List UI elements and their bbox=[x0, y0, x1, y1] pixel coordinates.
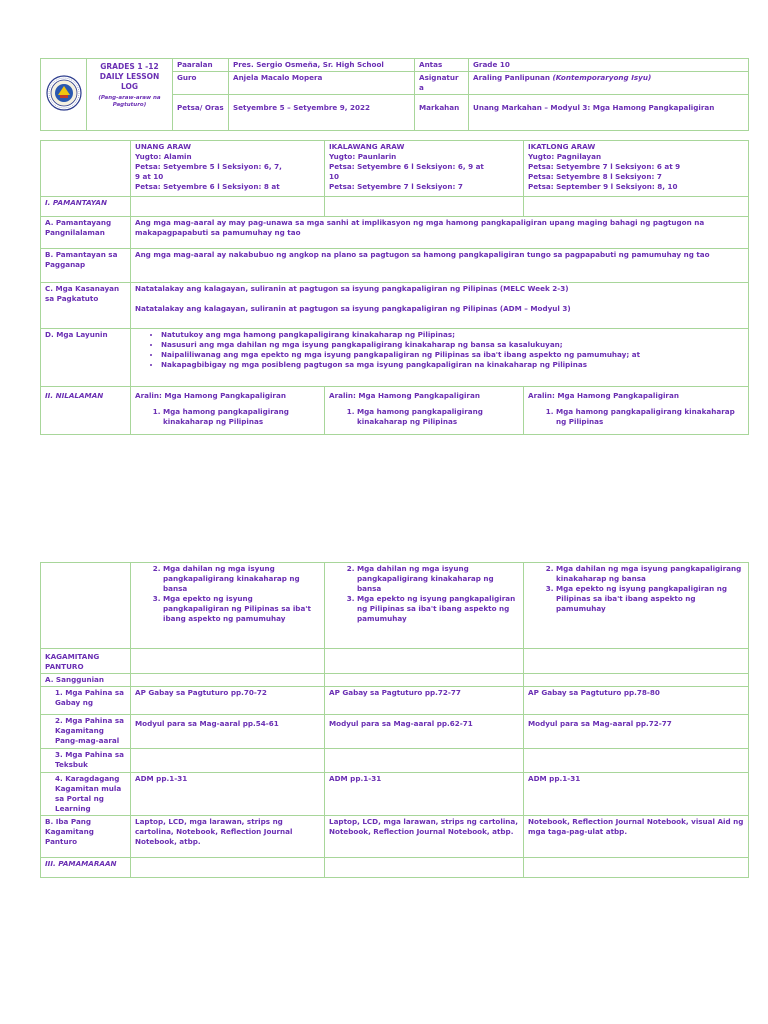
karagdagang-kagamitan-label: 4. Karagdagang Kagamitan mula sa Portal ng Learning bbox=[41, 773, 131, 816]
kasanayan-value bbox=[131, 283, 749, 329]
layunin-list bbox=[135, 330, 744, 370]
empty-cell bbox=[325, 649, 524, 674]
layunin-value bbox=[131, 329, 749, 387]
day-yugto: Yugto: Paunlarin bbox=[329, 152, 397, 161]
day-header-empty bbox=[41, 141, 131, 197]
day-yugto: Yugto: Alamin bbox=[135, 152, 192, 161]
title-line-1: GRADES 1 -12 bbox=[100, 62, 159, 71]
title-line-3: LOG bbox=[120, 82, 139, 91]
day-line: Petsa: Setyembre 7 l Seksiyon: 6 at 9 bbox=[528, 162, 681, 171]
asignatura-emphasis: (Kontemporaryong Isyu) bbox=[552, 73, 652, 82]
pamantayan-sa-pagganap-value: Ang mga mag-aaral ay nakabubuo ng angkop na plano sa pagtugon sa hamong pangkapaligiran tungo sa pagpapabuti ng pamumuhay ng tao bbox=[131, 249, 749, 283]
gabay-day-2: AP Gabay sa Pagtuturo pp.72-77 bbox=[325, 687, 524, 715]
list-item: 2. Mga dahilan ng mga isyung pangkapaligirang kinakaharap ng bansa bbox=[556, 564, 744, 584]
nilalaman-day-3 bbox=[524, 387, 749, 435]
deped-seal-icon bbox=[46, 75, 82, 111]
iba-pang-kagamitan-day-1: Laptop, LCD, mga larawan, strips ng cartolina, Notebook, Reflection Journal Notebook, atbp. bbox=[131, 816, 325, 858]
aralin-title: Aralin: Mga Hamong Pangkapaligiran bbox=[329, 391, 480, 400]
gabay-day-3: AP Gabay sa Pagtuturo pp.78-80 bbox=[524, 687, 749, 715]
nilalaman-list bbox=[329, 564, 519, 624]
title-line-2: DAILY LESSON bbox=[99, 72, 160, 81]
guro-value: Anjela Macalo Mopera bbox=[229, 72, 415, 95]
empty-cell bbox=[524, 749, 749, 773]
pamamaraan-heading: III. PAMAMARAAN bbox=[41, 858, 131, 878]
day-heading: UNANG ARAW bbox=[135, 142, 192, 151]
pamantayan-sa-pagganap-label: B. Pamantayan sa Pagganap bbox=[41, 249, 131, 283]
empty-cell bbox=[131, 197, 325, 217]
list-item: 1. Mga hamong pangkapaligirang kinakaharap ng Pilipinas bbox=[556, 407, 744, 427]
list-item: 1. Mga hamong pangkapaligirang kinakaharap ng Pilipinas bbox=[163, 407, 320, 427]
nilalaman-cont-day-2 bbox=[325, 563, 524, 649]
asignatura-label: Asignatur a bbox=[415, 72, 469, 95]
nilalaman-list bbox=[135, 407, 320, 427]
nilalaman-day-2 bbox=[325, 387, 524, 435]
paaralan-label: Paaralan bbox=[173, 59, 229, 72]
empty-cell bbox=[325, 858, 524, 878]
modyul-day-3: Modyul para sa Mag-aaral pp.72-77 bbox=[524, 715, 749, 749]
list-item: • Naipaliliwanag ang mga epekto ng mga isyung pangkapaligiran ng Pilipinas sa iba't ibang aspekto ng pamumuhay; at bbox=[161, 350, 744, 360]
kasanayan-label: C. Mga Kasanayan sa Pagkatuto bbox=[41, 283, 131, 329]
day-heading: IKALAWANG ARAW bbox=[329, 142, 405, 151]
empty-cell bbox=[325, 674, 524, 687]
adm-day-1: ADM pp.1-31 bbox=[131, 773, 325, 816]
list-item: 1. Mga hamong pangkapaligirang kinakaharap ng Pilipinas bbox=[357, 407, 519, 427]
kagamitang-pang-mag-aaral-label: 2. Mga Pahina sa Kagamitang Pang-mag-aaral bbox=[41, 715, 131, 749]
layunin-label: D. Mga Layunin bbox=[41, 329, 131, 387]
adm-day-3: ADM pp.1-31 bbox=[524, 773, 749, 816]
nilalaman-heading: II. NILALAMAN bbox=[41, 387, 131, 435]
empty-cell bbox=[131, 674, 325, 687]
sanggunian-label: A. Sanggunian bbox=[41, 674, 131, 687]
list-item: • Natutukoy ang mga hamong pangkapaligirang kinakaharap ng Pilipinas; bbox=[161, 330, 744, 340]
list-item: 3. Mga epekto ng isyung pangkapaligiran ng Pilipinas sa iba't ibang aspekto ng pamumuhay bbox=[163, 594, 320, 624]
teksbuk-label: 3. Mga Pahina sa Teksbuk bbox=[41, 749, 131, 773]
empty-cell bbox=[524, 649, 749, 674]
empty-cell bbox=[524, 674, 749, 687]
day-line: 9 at 10 bbox=[135, 172, 164, 181]
empty-cell bbox=[524, 197, 749, 217]
nilalaman-cont-day-3 bbox=[524, 563, 749, 649]
nilalaman-list bbox=[528, 407, 744, 427]
day-yugto: Yugto: Pagnilayan bbox=[528, 152, 602, 161]
empty-cell bbox=[524, 858, 749, 878]
empty-cell bbox=[131, 649, 325, 674]
empty-cell bbox=[41, 563, 131, 649]
list-item: 3. Mga epekto ng isyung pangkapaligiran ng Pilipinas sa iba't ibang aspekto ng pamumuhay bbox=[357, 594, 519, 624]
day-1-header bbox=[131, 141, 325, 197]
nilalaman-day-1 bbox=[131, 387, 325, 435]
pamantayang-pangnilalaman-value: Ang mga mag-aaral ay may pag-unawa sa mga sanhi at implikasyon ng mga hamong pangkapaligiran upang maging bahagi ng pagtugon na makapagpapabuti sa pamumuhay ng tao bbox=[131, 217, 749, 249]
pamantayan-heading: I. PAMANTAYAN bbox=[41, 197, 131, 217]
modyul-day-1: Modyul para sa Mag-aaral pp.54-61 bbox=[131, 715, 325, 749]
iba-pang-kagamitan-label: B. Iba Pang Kagamitang Panturo bbox=[41, 816, 131, 858]
empty-cell bbox=[131, 749, 325, 773]
kagamitan-heading: KAGAMITANG PANTURO bbox=[41, 649, 131, 674]
list-item: 2. Mga dahilan ng mga isyung pangkapaligirang kinakaharap ng bansa bbox=[163, 564, 320, 594]
aralin-title: Aralin: Mga Hamong Pangkapaligiran bbox=[135, 391, 286, 400]
kasanayan-line: Natatalakay ang kalagayan, suliranin at pagtugon sa isyung pangkapaligiran ng Pilipinas (ADM – Modyul 3) bbox=[135, 304, 571, 313]
markahan-value: Unang Markahan – Modyul 3: Mga Hamong Pangkapaligiran bbox=[469, 95, 749, 131]
petsa-value: Setyembre 5 – Setyembre 9, 2022 bbox=[229, 95, 415, 131]
guro-label: Guro bbox=[173, 72, 229, 95]
header-table bbox=[40, 58, 749, 131]
day-3-header bbox=[524, 141, 749, 197]
title-subtitle: (Pang-araw-araw na Pagtuturo) bbox=[98, 95, 161, 108]
day-line: 10 bbox=[329, 172, 340, 181]
deped-logo-cell bbox=[41, 59, 87, 131]
empty-cell bbox=[131, 858, 325, 878]
markahan-label: Markahan bbox=[415, 95, 469, 131]
day-line: Petsa: Setyembre 6 l Seksiyon: 6, 9 at bbox=[329, 162, 484, 171]
empty-cell bbox=[325, 749, 524, 773]
antas-label: Antas bbox=[415, 59, 469, 72]
form-title bbox=[87, 59, 173, 131]
nilalaman-list bbox=[329, 407, 519, 427]
lesson-table-part-2 bbox=[40, 562, 749, 878]
antas-value: Grade 10 bbox=[469, 59, 749, 72]
gabay-label: 1. Mga Pahina sa Gabay ng bbox=[41, 687, 131, 715]
nilalaman-cont-day-1 bbox=[131, 563, 325, 649]
iba-pang-kagamitan-day-3: Notebook, Reflection Journal Notebook, visual Aid ng mga taga-pag-ulat atbp. bbox=[524, 816, 749, 858]
kasanayan-line: Natatalakay ang kalagayan, suliranin at pagtugon sa isyung pangkapaligiran ng Pilipinas (MELC Week 2-3) bbox=[135, 284, 569, 293]
modyul-day-2: Modyul para sa Mag-aaral pp.62-71 bbox=[325, 715, 524, 749]
list-item: 3. Mga epekto ng isyung pangkapaligiran ng Pilipinas sa iba't ibang aspekto ng pamumuhay bbox=[556, 584, 744, 614]
empty-cell bbox=[325, 197, 524, 217]
adm-day-2: ADM pp.1-31 bbox=[325, 773, 524, 816]
asignatura-value bbox=[469, 72, 749, 95]
iba-pang-kagamitan-day-2: Laptop, LCD, mga larawan, strips ng cartolina, Notebook, Reflection Journal Notebook, atbp. bbox=[325, 816, 524, 858]
list-item: • Nasusuri ang mga dahilan ng mga isyung pangkapaligirang kinakaharap ng bansa sa kasalukuyan; bbox=[161, 340, 744, 350]
petsa-label: Petsa/ Oras bbox=[173, 95, 229, 131]
pamantayang-pangnilalaman-label: A. Pamantayang Pangnilalaman bbox=[41, 217, 131, 249]
paaralan-value: Pres. Sergio Osmeña, Sr. High School bbox=[229, 59, 415, 72]
day-2-header bbox=[325, 141, 524, 197]
day-line: Petsa: September 9 l Seksiyon: 8, 10 bbox=[528, 182, 678, 191]
day-line: Petsa: Setyembre 6 l Seksiyon: 8 at bbox=[135, 182, 280, 191]
day-line: Petsa: Setyembre 7 l Seksiyon: 7 bbox=[329, 182, 463, 191]
nilalaman-list bbox=[135, 564, 320, 624]
nilalaman-list bbox=[528, 564, 744, 614]
gabay-day-1: AP Gabay sa Pagtuturo pp.70-72 bbox=[131, 687, 325, 715]
list-item: • Nakapagbibigay ng mga posibleng pagtugon sa mga isyung pangkapaligiran na kinakaharap ng Pilipinas bbox=[161, 360, 744, 370]
list-item: 2. Mga dahilan ng mga isyung pangkapaligirang kinakaharap ng bansa bbox=[357, 564, 519, 594]
day-heading: IKATLONG ARAW bbox=[528, 142, 596, 151]
day-line: Petsa: Setyembre 5 l Seksiyon: 6, 7, bbox=[135, 162, 282, 171]
lesson-table-part-1 bbox=[40, 140, 749, 435]
aralin-title: Aralin: Mga Hamong Pangkapaligiran bbox=[528, 391, 679, 400]
day-line: Petsa: Setyembre 8 l Seksiyon: 7 bbox=[528, 172, 662, 181]
asignatura-main: Araling Panlipunan bbox=[473, 73, 553, 82]
